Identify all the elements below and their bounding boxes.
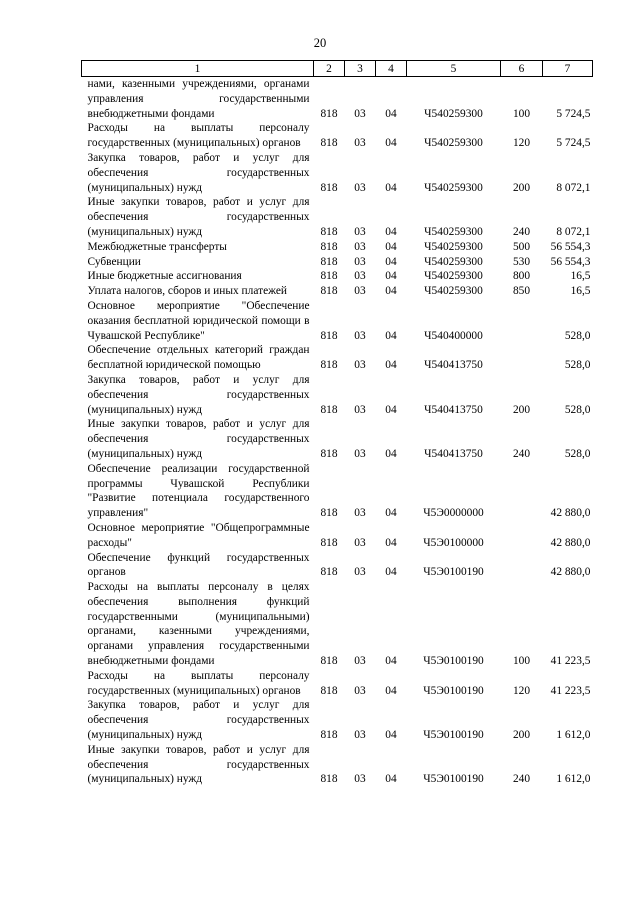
row-description: Субвенции [87,255,141,268]
row-expense-type [501,343,543,373]
row-section: 03 [354,507,366,520]
row-publisher-code: 818 [320,536,338,549]
row-publisher-code: 818 [320,447,338,460]
row-section: 03 [354,447,366,460]
row-target-item: Ч5Э0100190 [423,773,484,786]
row-publisher-code: 818 [320,729,338,742]
row-subsection: 04 [385,403,397,416]
table-row [82,255,593,270]
row-amount: 5 724,5 [556,107,591,120]
row-amount: 528,0 [564,403,591,416]
row-description: Закупка товаров, работ и услуг для обеспечения государственных (муниципальных) нужд [87,151,310,194]
row-expense-type: 530 [512,255,531,268]
table-row [82,121,593,151]
row-description: Закупка товаров, работ и услуг для обеспечения государственных (муниципальных) нужд [87,373,310,416]
row-amount: 16,5 [570,285,591,298]
row-subsection: 04 [385,655,397,668]
row-target-item: Ч540259300 [424,107,483,120]
row-section: 03 [354,107,366,120]
row-target-item: Ч5Э0100190 [423,684,484,697]
table-row [82,551,593,581]
table-row [82,669,593,699]
header-cell-4: 4 [376,61,407,77]
row-subsection: 04 [385,773,397,786]
row-target-item: Ч5Э0100190 [423,655,484,668]
row-subsection: 04 [385,536,397,549]
row-target-item: Ч540413750 [424,403,483,416]
row-amount: 528,0 [564,447,591,460]
table-row [82,269,593,284]
row-amount: 1 612,0 [556,773,591,786]
row-section: 03 [354,566,366,579]
table-row [82,240,593,255]
row-expense-type: 500 [512,240,531,253]
row-target-item: Ч540400000 [424,329,483,342]
row-subsection: 04 [385,240,397,253]
row-publisher-code: 818 [320,285,338,298]
row-expense-type: 100 [512,655,531,668]
row-target-item: Ч540259300 [424,181,483,194]
row-expense-type: 120 [512,137,531,150]
row-section: 03 [354,684,366,697]
row-amount: 8 072,1 [556,225,591,238]
row-expense-type: 240 [512,773,531,786]
row-section: 03 [354,270,366,283]
page-number: 20 [313,36,327,50]
row-subsection: 04 [385,181,397,194]
table-row [82,462,593,521]
row-amount: 528,0 [564,329,591,342]
row-publisher-code: 818 [320,240,338,253]
row-subsection: 04 [385,447,397,460]
row-amount: 56 554,3 [550,240,591,253]
row-target-item: Ч5Э0100190 [423,566,484,579]
table-header-row [82,61,593,77]
row-subsection: 04 [385,684,397,697]
table-row [82,77,593,122]
row-publisher-code: 818 [320,329,338,342]
row-target-item: Ч540413750 [424,359,483,372]
row-amount: 42 880,0 [550,507,591,520]
row-amount: 42 880,0 [550,536,591,549]
row-section: 03 [354,773,366,786]
row-description: Основное мероприятие "Обеспечение оказания бесплатной юридической помощи в Чувашской Республике" [87,299,310,342]
row-expense-type [501,299,543,343]
row-section: 03 [354,255,366,268]
row-subsection: 04 [385,329,397,342]
row-publisher-code: 818 [320,181,338,194]
row-publisher-code: 818 [320,566,338,579]
header-cell-3: 3 [345,61,376,77]
row-expense-type: 200 [512,181,531,194]
row-publisher-code: 818 [320,773,338,786]
row-expense-type: 120 [512,684,531,697]
row-description: Расходы на выплаты персоналу государственных (муниципальных) органов [87,122,310,150]
row-amount: 528,0 [564,359,591,372]
row-amount: 41 223,5 [550,684,591,697]
row-publisher-code: 818 [320,107,338,120]
header-cell-2: 2 [314,61,345,77]
row-description: Иные закупки товаров, работ и услуг для обеспечения государственных (муниципальных) нужд [87,418,310,460]
row-amount: 42 880,0 [550,566,591,579]
row-description: Расходы на выплаты персоналу в целях обеспечения выполнения функций государственными (муниципальными) органами, казенными учреждениями, органами управления государственными внебюджетными фондами [87,581,310,668]
row-publisher-code: 818 [320,655,338,668]
budget-table [81,60,593,787]
row-description: Межбюджетные трансферты [87,240,227,253]
row-target-item: Ч5Э0100190 [423,729,484,742]
row-subsection: 04 [385,507,397,520]
row-expense-type: 850 [512,285,531,298]
row-section: 03 [354,536,366,549]
header-cell-6: 6 [501,61,543,77]
row-target-item: Ч540259300 [424,137,483,150]
row-subsection: 04 [385,255,397,268]
row-publisher-code: 818 [320,507,338,520]
row-description: Обеспечение отдельных категорий граждан бесплатной юридической помощью [87,344,310,372]
row-publisher-code: 818 [320,403,338,416]
row-amount: 5 724,5 [556,137,591,150]
row-amount: 8 072,1 [556,181,591,194]
row-section: 03 [354,655,366,668]
row-expense-type: 800 [512,270,531,283]
table-row [82,373,593,417]
table-row [82,299,593,343]
row-amount: 1 612,0 [556,729,591,742]
row-publisher-code: 818 [320,137,338,150]
row-section: 03 [354,729,366,742]
row-subsection: 04 [385,107,397,120]
header-cell-1: 1 [82,61,314,77]
row-expense-type [501,551,543,581]
table-row [82,284,593,299]
row-section: 03 [354,240,366,253]
table-row [82,417,593,461]
row-target-item: Ч540259300 [424,255,483,268]
row-section: 03 [354,285,366,298]
table-row [82,195,593,239]
row-subsection: 04 [385,270,397,283]
row-expense-type: 100 [512,107,531,120]
row-target-item: Ч540259300 [424,270,483,283]
row-target-item: Ч5Э0000000 [423,507,484,520]
row-target-item: Ч540259300 [424,285,483,298]
row-expense-type [501,521,543,551]
row-target-item: Ч5Э0100000 [423,536,484,549]
row-expense-type: 200 [512,729,531,742]
row-section: 03 [354,225,366,238]
table-row [82,343,593,373]
row-section: 03 [354,181,366,194]
table-row [82,698,593,742]
table-row [82,580,593,669]
row-subsection: 04 [385,729,397,742]
row-description: Основное мероприятие "Общепрограммные расходы" [87,521,310,549]
row-publisher-code: 818 [320,684,338,697]
row-subsection: 04 [385,225,397,238]
row-subsection: 04 [385,137,397,150]
row-description: Обеспечение функций государственных органов [87,551,310,579]
row-description: Закупка товаров, работ и услуг для обеспечения государственных (муниципальных) нужд [87,699,310,742]
row-section: 03 [354,137,366,150]
row-section: 03 [354,329,366,342]
row-subsection: 04 [385,566,397,579]
row-expense-type: 240 [512,225,531,238]
row-publisher-code: 818 [320,255,338,268]
row-expense-type: 240 [512,447,531,460]
table-row [82,743,593,787]
row-description: Иные закупки товаров, работ и услуг для обеспечения государственных (муниципальных) нужд [87,196,310,238]
row-expense-type [501,462,543,521]
row-description: нами, казенными учреждениями, органами управления государственными внебюджетными фондами [87,78,310,120]
row-subsection: 04 [385,285,397,298]
header-cell-5: 5 [407,61,501,77]
row-target-item: Ч540259300 [424,240,483,253]
row-description: Уплата налогов, сборов и иных платежей [87,285,287,298]
row-subsection: 04 [385,359,397,372]
row-publisher-code: 818 [320,359,338,372]
row-expense-type: 200 [512,403,531,416]
row-amount: 56 554,3 [550,255,591,268]
row-amount: 16,5 [570,270,591,283]
row-amount: 41 223,5 [550,655,591,668]
header-cell-7: 7 [543,61,593,77]
table-row [82,521,593,551]
row-description: Иные закупки товаров, работ и услуг для обеспечения государственных (муниципальных) нужд [87,743,310,786]
row-section: 03 [354,403,366,416]
row-target-item: Ч540413750 [424,447,483,460]
table-row [82,151,593,195]
table-body [82,77,593,788]
row-publisher-code: 818 [320,225,338,238]
row-description: Иные бюджетные ассигнования [87,270,242,283]
row-description: Расходы на выплаты персоналу государственных (муниципальных) органов [87,669,310,697]
row-publisher-code: 818 [320,270,338,283]
row-description: Обеспечение реализации государственной программы Чувашской Республики "Развитие потенциала государственного управления" [87,462,310,520]
row-section: 03 [354,359,366,372]
row-target-item: Ч540259300 [424,225,483,238]
